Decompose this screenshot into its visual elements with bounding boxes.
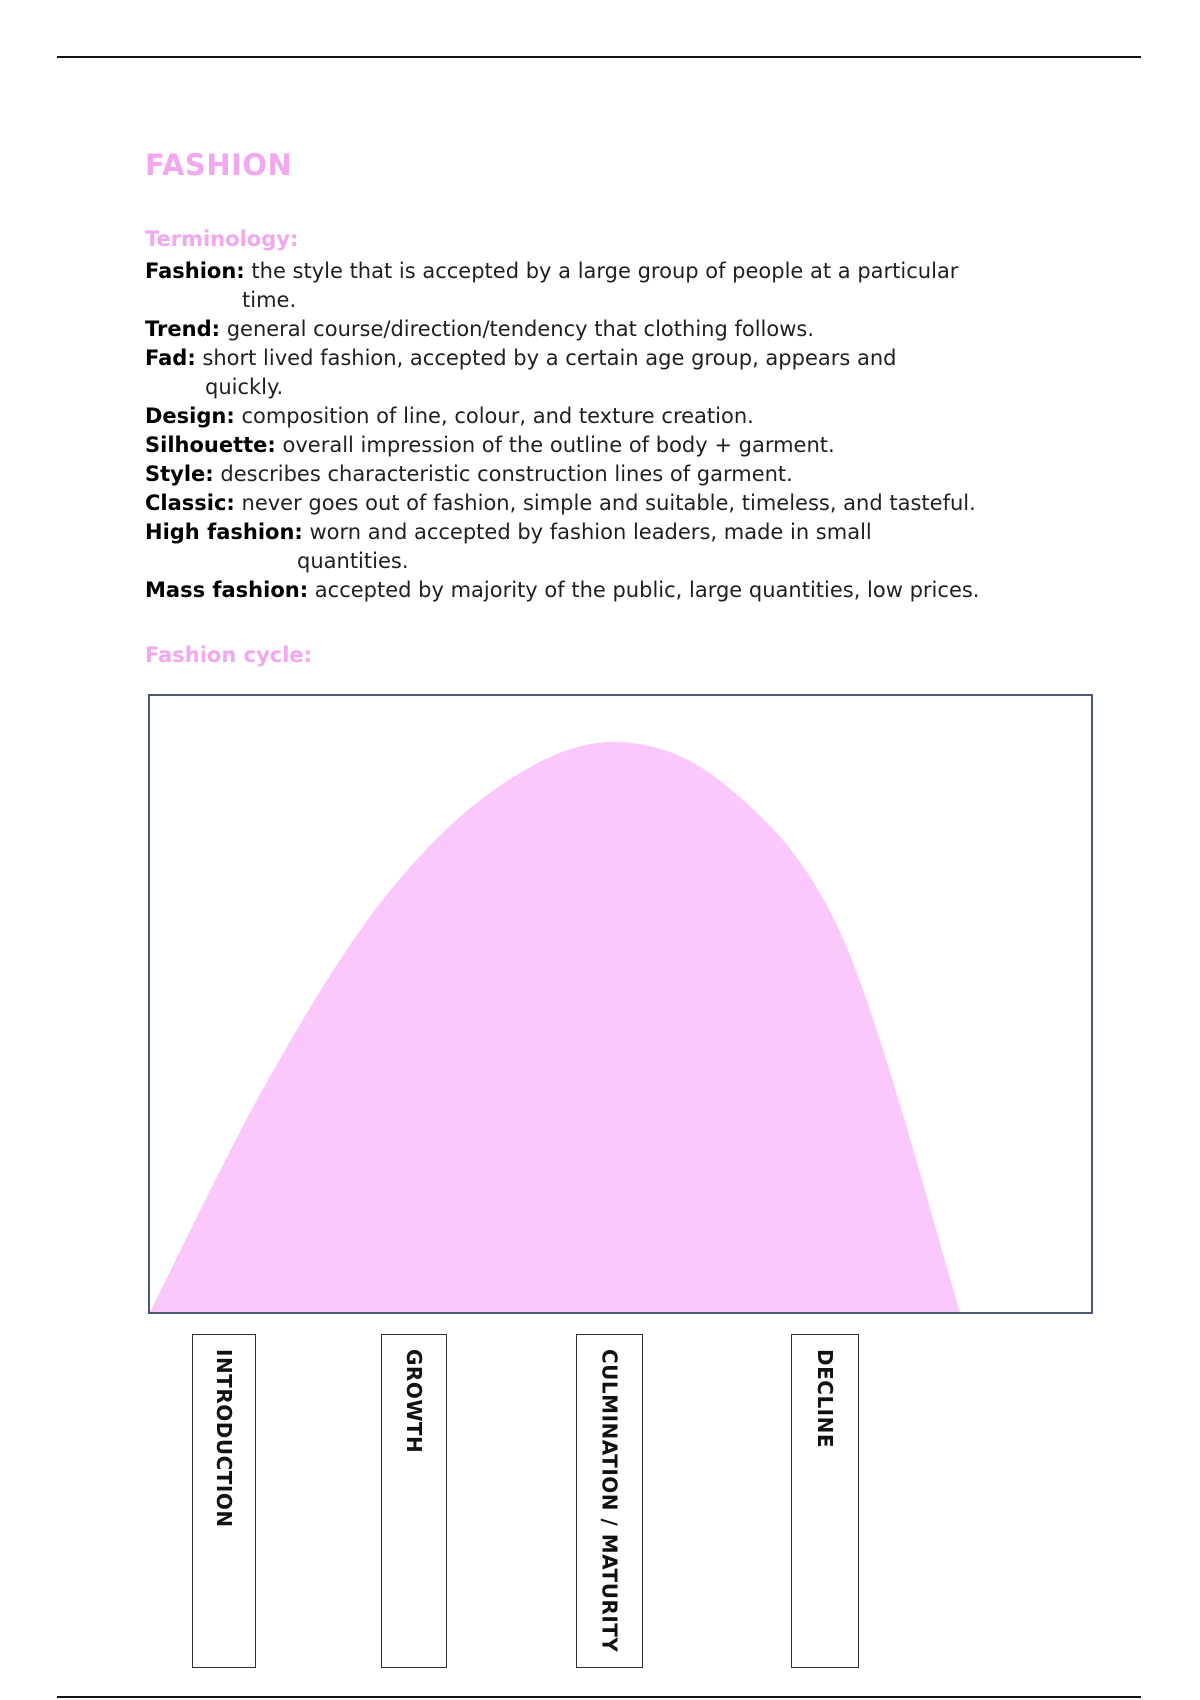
term-definition-cont: quickly. bbox=[205, 375, 284, 399]
term-name: Fad: bbox=[145, 346, 196, 370]
fashion-cycle-curve bbox=[150, 742, 960, 1312]
term-definition: accepted by majority of the public, large quantities, low prices. bbox=[314, 578, 980, 602]
term-definition-cont: quantities. bbox=[297, 549, 409, 573]
term-name: Style: bbox=[145, 462, 214, 486]
term-name: Trend: bbox=[145, 317, 220, 341]
term-definition: never goes out of fashion, simple and suitable, timeless, and tasteful. bbox=[241, 491, 976, 515]
term-mass-fashion bbox=[145, 576, 1065, 605]
stage-growth-box bbox=[381, 1334, 447, 1668]
term-style bbox=[145, 460, 1065, 489]
terminology-heading: Terminology: bbox=[145, 227, 299, 251]
term-definition: the style that is accepted by a large group of people at a particular bbox=[251, 259, 959, 283]
term-definition: describes characteristic construction lines of garment. bbox=[220, 462, 793, 486]
term-definition: composition of line, colour, and texture creation. bbox=[241, 404, 754, 428]
stage-introduction-label: INTRODUCTION bbox=[212, 1349, 236, 1528]
stage-introduction-box bbox=[192, 1334, 256, 1668]
stage-decline-label: DECLINE bbox=[813, 1349, 837, 1449]
term-name: Design: bbox=[145, 404, 235, 428]
term-name: Silhouette: bbox=[145, 433, 276, 457]
term-high-fashion bbox=[145, 518, 1065, 576]
term-name: Classic: bbox=[145, 491, 235, 515]
term-definition: worn and accepted by fashion leaders, made in small bbox=[309, 520, 872, 544]
term-silhouette bbox=[145, 431, 1065, 460]
bottom-rule bbox=[57, 1696, 1141, 1698]
page-title: FASHION bbox=[145, 148, 293, 182]
term-name: Fashion: bbox=[145, 259, 245, 283]
fashion-cycle-svg bbox=[150, 696, 1091, 1312]
term-trend bbox=[145, 315, 1065, 344]
term-definition: short lived fashion, accepted by a certain age group, appears and bbox=[202, 346, 897, 370]
term-design bbox=[145, 402, 1065, 431]
term-definition: overall impression of the outline of body + garment. bbox=[282, 433, 835, 457]
term-name: High fashion: bbox=[145, 520, 303, 544]
stage-culmination-box bbox=[576, 1334, 643, 1668]
stage-decline-box bbox=[791, 1334, 859, 1668]
term-classic bbox=[145, 489, 1065, 518]
terminology-list bbox=[145, 257, 1065, 605]
term-fad bbox=[145, 344, 1065, 402]
fashion-cycle-heading: Fashion cycle: bbox=[145, 643, 313, 667]
term-name: Mass fashion: bbox=[145, 578, 309, 602]
term-definition-cont: time. bbox=[242, 288, 297, 312]
term-fashion bbox=[145, 257, 1065, 315]
stage-growth-label: GROWTH bbox=[402, 1349, 426, 1454]
term-definition: general course/direction/tendency that clothing follows. bbox=[226, 317, 815, 341]
stage-culmination-label: CULMINATION / MATURITY bbox=[597, 1349, 622, 1653]
fashion-cycle-chart bbox=[148, 694, 1093, 1314]
top-rule bbox=[57, 56, 1141, 58]
